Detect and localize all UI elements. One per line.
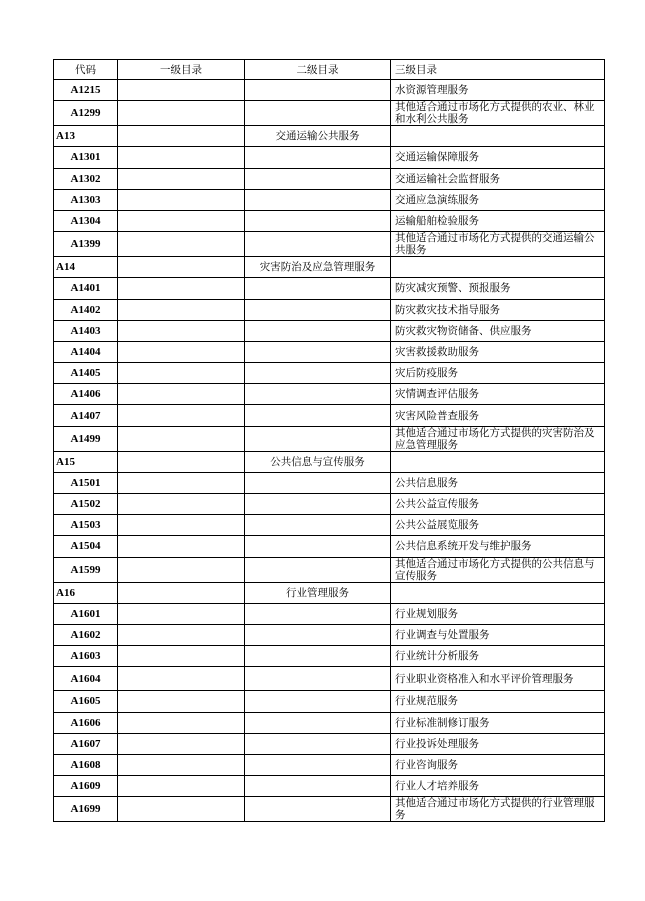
- code-cell: A1606: [54, 712, 118, 733]
- level1-cell: [118, 299, 245, 320]
- level2-cell: [245, 320, 391, 341]
- level1-cell: [118, 232, 245, 257]
- table-row: [54, 515, 605, 536]
- header-level3: 三级目录: [391, 60, 605, 80]
- table-row: [54, 426, 605, 451]
- code-cell: A1608: [54, 754, 118, 775]
- level2-cell: [245, 515, 391, 536]
- code-cell: A13: [54, 126, 118, 147]
- level2-cell: [245, 494, 391, 515]
- level2-cell: [245, 384, 391, 405]
- table-row: [54, 341, 605, 362]
- level2-cell: [245, 691, 391, 712]
- level2-cell: [245, 299, 391, 320]
- code-cell: A1406: [54, 384, 118, 405]
- table-row: [54, 536, 605, 557]
- level1-cell: [118, 363, 245, 384]
- level3-cell: 行业调查与处置服务: [391, 624, 605, 645]
- code-cell: A1699: [54, 797, 118, 822]
- table-row: [54, 80, 605, 101]
- header-level2: 二级目录: [245, 60, 391, 80]
- level1-cell: [118, 712, 245, 733]
- level3-cell: 水资源管理服务: [391, 80, 605, 101]
- level2-cell: [245, 341, 391, 362]
- code-cell: A14: [54, 257, 118, 278]
- table-row: [54, 168, 605, 189]
- code-cell: A1403: [54, 320, 118, 341]
- table-row: [54, 494, 605, 515]
- table-row: [54, 667, 605, 691]
- code-cell: A1404: [54, 341, 118, 362]
- table-row: [54, 189, 605, 210]
- level1-cell: [118, 472, 245, 493]
- group-row: [54, 451, 605, 472]
- level1-cell: [118, 426, 245, 451]
- code-cell: A1605: [54, 691, 118, 712]
- code-cell: A1601: [54, 603, 118, 624]
- level3-cell: 灾害救援救助服务: [391, 341, 605, 362]
- code-cell: A1499: [54, 426, 118, 451]
- level3-cell: 其他适合通过市场化方式提供的行业管理服务: [391, 797, 605, 822]
- level2-cell: [245, 624, 391, 645]
- level3-cell: [391, 126, 605, 147]
- level3-cell: 行业标准制修订服务: [391, 712, 605, 733]
- table-row: [54, 299, 605, 320]
- level3-cell: 行业投诉处理服务: [391, 733, 605, 754]
- level3-cell: [391, 257, 605, 278]
- code-cell: A1502: [54, 494, 118, 515]
- table-row: [54, 278, 605, 299]
- table-row: [54, 624, 605, 645]
- level1-cell: [118, 189, 245, 210]
- level2-cell: [245, 232, 391, 257]
- code-cell: A1602: [54, 624, 118, 645]
- table-row: [54, 147, 605, 168]
- level2-cell: 交通运输公共服务: [245, 126, 391, 147]
- level3-cell: 防灾救灾物资储备、供应服务: [391, 320, 605, 341]
- level3-cell: 其他适合通过市场化方式提供的公共信息与宣传服务: [391, 557, 605, 582]
- level2-cell: [245, 147, 391, 168]
- level1-cell: [118, 451, 245, 472]
- level1-cell: [118, 147, 245, 168]
- level2-cell: [245, 733, 391, 754]
- header-code: 代码: [54, 60, 118, 80]
- code-cell: A1603: [54, 646, 118, 667]
- table-row: [54, 472, 605, 493]
- code-cell: A15: [54, 451, 118, 472]
- level1-cell: [118, 624, 245, 645]
- level1-cell: [118, 733, 245, 754]
- level2-cell: 灾害防治及应急管理服务: [245, 257, 391, 278]
- level3-cell: [391, 451, 605, 472]
- table-row: [54, 210, 605, 231]
- table-row: [54, 384, 605, 405]
- level1-cell: [118, 80, 245, 101]
- level2-cell: 公共信息与宣传服务: [245, 451, 391, 472]
- code-cell: A1405: [54, 363, 118, 384]
- code-cell: A1402: [54, 299, 118, 320]
- level2-cell: [245, 603, 391, 624]
- level1-cell: [118, 776, 245, 797]
- level2-cell: [245, 712, 391, 733]
- level3-cell: 防灾减灾预警、预报服务: [391, 278, 605, 299]
- code-cell: A16: [54, 582, 118, 603]
- level1-cell: [118, 341, 245, 362]
- level3-cell: 交通应急演练服务: [391, 189, 605, 210]
- level2-cell: [245, 557, 391, 582]
- code-cell: A1609: [54, 776, 118, 797]
- level3-cell: 其他适合通过市场化方式提供的灾害防治及应急管理服务: [391, 426, 605, 451]
- level2-cell: [245, 101, 391, 126]
- level2-cell: [245, 278, 391, 299]
- table-row: [54, 712, 605, 733]
- level3-cell: 灾情调查评估服务: [391, 384, 605, 405]
- code-cell: A1399: [54, 232, 118, 257]
- code-cell: A1501: [54, 472, 118, 493]
- table-row: [54, 363, 605, 384]
- group-row: [54, 126, 605, 147]
- code-cell: A1604: [54, 667, 118, 691]
- level1-cell: [118, 384, 245, 405]
- level3-cell: 行业规划服务: [391, 603, 605, 624]
- table-row: [54, 754, 605, 775]
- level1-cell: [118, 515, 245, 536]
- level1-cell: [118, 257, 245, 278]
- level1-cell: [118, 101, 245, 126]
- header-level1: 一级目录: [118, 60, 245, 80]
- code-cell: A1607: [54, 733, 118, 754]
- level2-cell: [245, 776, 391, 797]
- level3-cell: 行业职业资格准入和水平评价管理服务: [391, 667, 605, 691]
- catalog-table: [53, 59, 605, 822]
- code-cell: A1401: [54, 278, 118, 299]
- level1-cell: [118, 603, 245, 624]
- code-cell: A1299: [54, 101, 118, 126]
- level3-cell: 其他适合通过市场化方式提供的农业、林业和水利公共服务: [391, 101, 605, 126]
- level3-cell: 行业咨询服务: [391, 754, 605, 775]
- level1-cell: [118, 126, 245, 147]
- code-cell: A1599: [54, 557, 118, 582]
- code-cell: A1407: [54, 405, 118, 426]
- level1-cell: [118, 646, 245, 667]
- level3-cell: 灾害风险普查服务: [391, 405, 605, 426]
- level3-cell: 行业人才培养服务: [391, 776, 605, 797]
- table-row: [54, 733, 605, 754]
- level3-cell: 公共公益展览服务: [391, 515, 605, 536]
- level3-cell: 运输船舶检验服务: [391, 210, 605, 231]
- level2-cell: [245, 646, 391, 667]
- code-cell: A1504: [54, 536, 118, 557]
- level3-cell: 公共公益宣传服务: [391, 494, 605, 515]
- level1-cell: [118, 691, 245, 712]
- table-row: [54, 232, 605, 257]
- table-row: [54, 405, 605, 426]
- level1-cell: [118, 494, 245, 515]
- level3-cell: 公共信息服务: [391, 472, 605, 493]
- level3-cell: 交通运输社会监督服务: [391, 168, 605, 189]
- table-row: [54, 797, 605, 822]
- code-cell: A1304: [54, 210, 118, 231]
- level1-cell: [118, 168, 245, 189]
- level1-cell: [118, 210, 245, 231]
- level2-cell: [245, 405, 391, 426]
- level1-cell: [118, 278, 245, 299]
- level3-cell: 交通运输保障服务: [391, 147, 605, 168]
- level1-cell: [118, 582, 245, 603]
- table-row: [54, 557, 605, 582]
- level1-cell: [118, 557, 245, 582]
- level1-cell: [118, 536, 245, 557]
- level2-cell: [245, 797, 391, 822]
- level1-cell: [118, 405, 245, 426]
- code-cell: A1303: [54, 189, 118, 210]
- level3-cell: 公共信息系统开发与维护服务: [391, 536, 605, 557]
- level2-cell: [245, 667, 391, 691]
- table-row: [54, 646, 605, 667]
- level2-cell: [245, 472, 391, 493]
- code-cell: A1302: [54, 168, 118, 189]
- table-row: [54, 776, 605, 797]
- level3-cell: 其他适合通过市场化方式提供的交通运输公共服务: [391, 232, 605, 257]
- level2-cell: 行业管理服务: [245, 582, 391, 603]
- code-cell: A1215: [54, 80, 118, 101]
- group-row: [54, 257, 605, 278]
- code-cell: A1301: [54, 147, 118, 168]
- level3-cell: 灾后防疫服务: [391, 363, 605, 384]
- level1-cell: [118, 320, 245, 341]
- level3-cell: 行业统计分析服务: [391, 646, 605, 667]
- level2-cell: [245, 168, 391, 189]
- level2-cell: [245, 536, 391, 557]
- level1-cell: [118, 754, 245, 775]
- level2-cell: [245, 754, 391, 775]
- level1-cell: [118, 667, 245, 691]
- level2-cell: [245, 210, 391, 231]
- level1-cell: [118, 797, 245, 822]
- level3-cell: [391, 582, 605, 603]
- level2-cell: [245, 189, 391, 210]
- code-cell: A1503: [54, 515, 118, 536]
- table-row: [54, 691, 605, 712]
- table-row: [54, 101, 605, 126]
- table-row: [54, 603, 605, 624]
- level2-cell: [245, 426, 391, 451]
- header-row: [54, 60, 605, 80]
- level3-cell: 防灾救灾技术指导服务: [391, 299, 605, 320]
- level2-cell: [245, 80, 391, 101]
- group-row: [54, 582, 605, 603]
- level3-cell: 行业规范服务: [391, 691, 605, 712]
- level2-cell: [245, 363, 391, 384]
- table-row: [54, 320, 605, 341]
